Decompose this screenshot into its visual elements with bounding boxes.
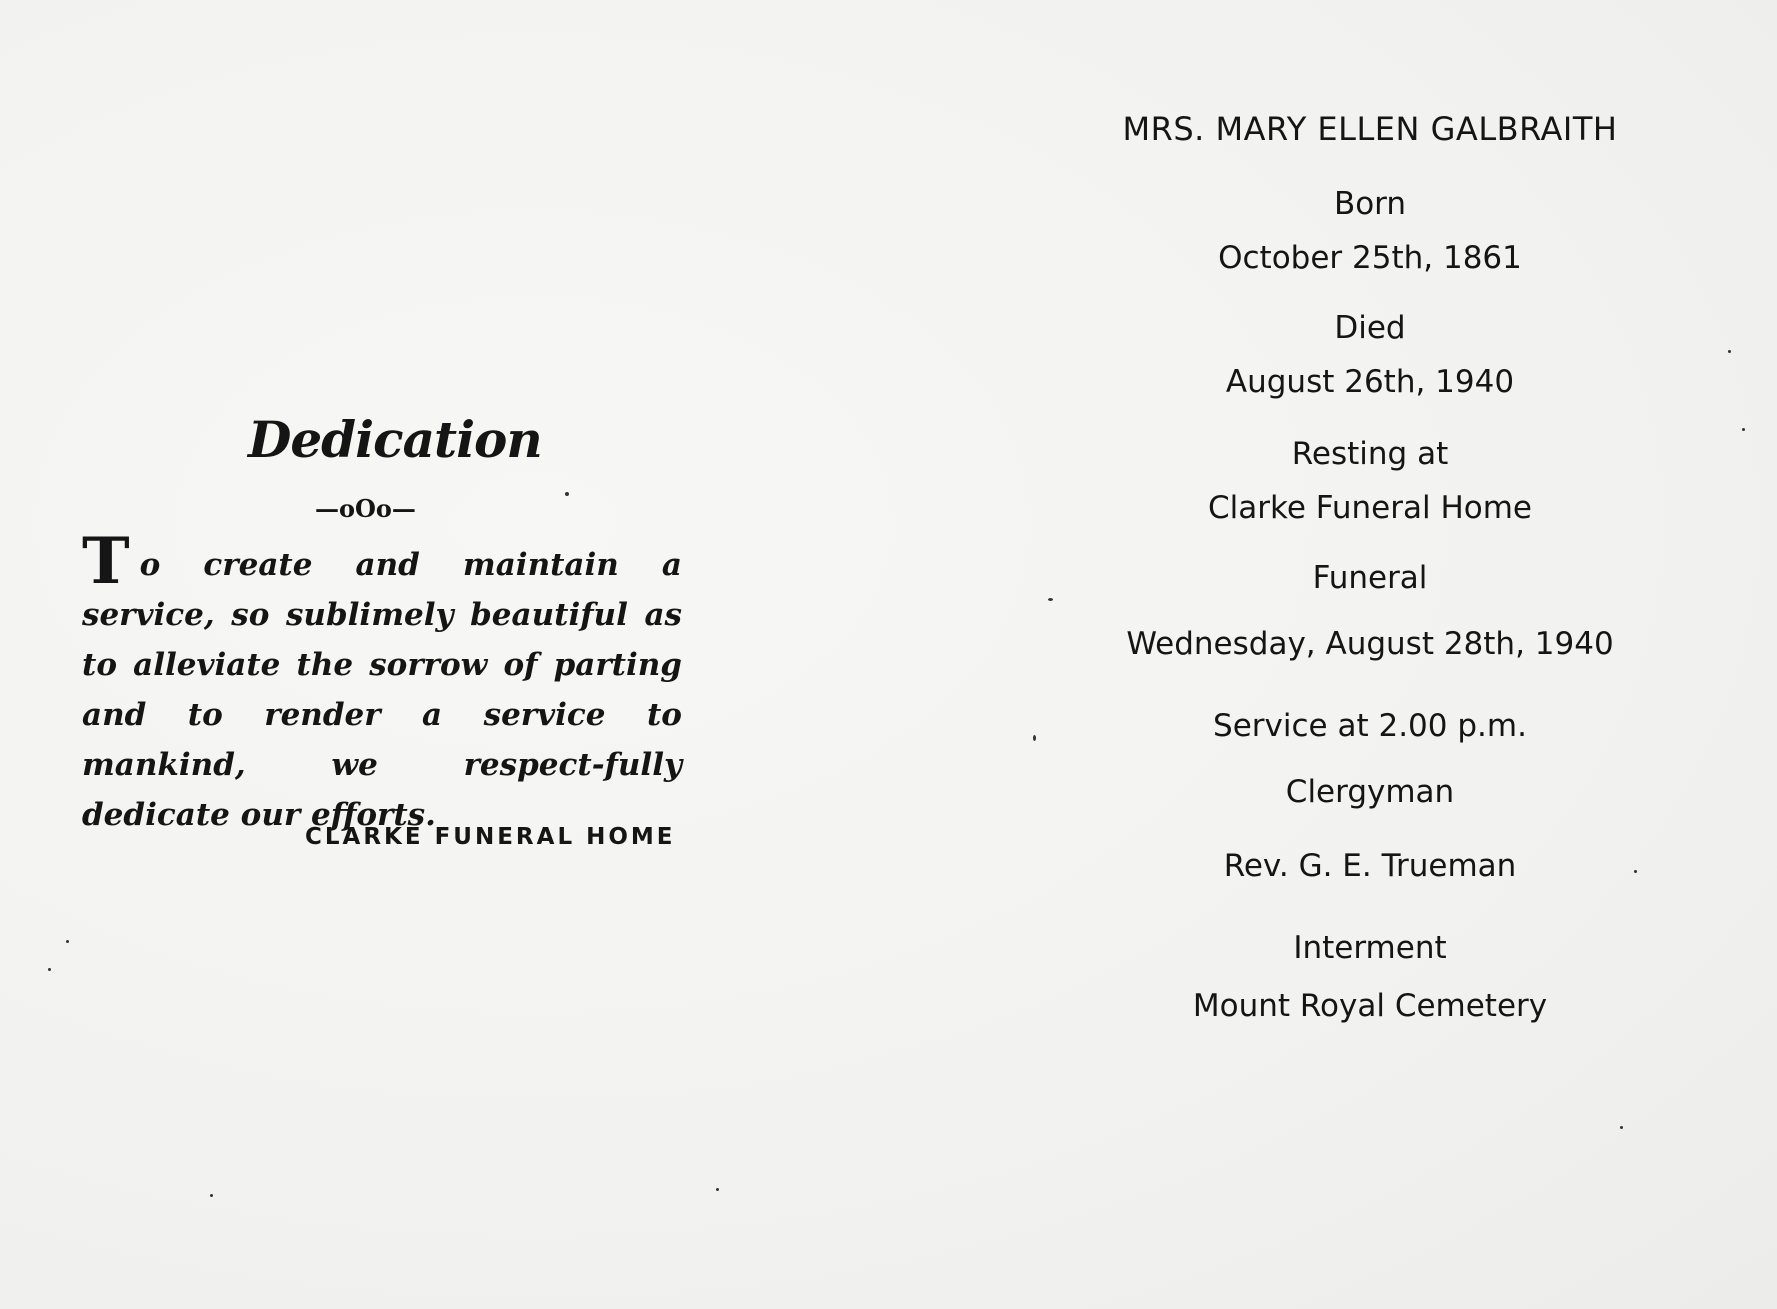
paper-speck: [210, 1194, 213, 1197]
dedication-body: o create and maintain a service, so sublimely beautiful as to alleviate the sorrow of parting and to render a service to mankind, we respect-fully dedicate our efforts.: [82, 547, 682, 833]
dedication-paragraph: [82, 524, 682, 840]
paper-speck: [66, 940, 69, 943]
born-date: October 25th, 1861: [1218, 240, 1522, 276]
died-label: Died: [1334, 310, 1406, 346]
interment-label: Interment: [1293, 930, 1447, 966]
clergyman-name: Rev. G. E. Trueman: [1223, 848, 1517, 884]
paper-speck: [565, 492, 569, 496]
resting-place: Clarke Funeral Home: [1207, 490, 1533, 526]
interment-place: Mount Royal Cemetery: [1192, 988, 1548, 1024]
paper-speck: [1728, 350, 1731, 353]
funeral-date: Wednesday, August 28th, 1940: [1126, 626, 1614, 662]
funeral-home-signature: CLARKE FUNERAL HOME: [305, 824, 676, 850]
clergyman-label: Clergyman: [1285, 774, 1455, 810]
paper-speck: [1742, 428, 1745, 431]
paper-speck: [1048, 598, 1053, 601]
drop-cap-letter: T: [82, 524, 130, 599]
deceased-name: MRS. MARY ELLEN GALBRAITH: [1122, 110, 1618, 148]
resting-label: Resting at: [1291, 436, 1449, 472]
funeral-label: Funeral: [1312, 560, 1428, 596]
born-label: Born: [1333, 186, 1407, 222]
paper-speck: [1634, 870, 1637, 873]
service-details-panel: [1030, 110, 1710, 1190]
dedication-title: Dedication: [248, 410, 542, 469]
ornament-divider: —oOo—: [315, 494, 416, 523]
paper-speck: [1620, 1126, 1623, 1129]
service-time: Service at 2.00 p.m.: [1213, 708, 1527, 744]
died-date: August 26th, 1940: [1225, 364, 1515, 400]
paper-speck: [48, 968, 51, 971]
paper-speck: [716, 1188, 719, 1191]
paper-speck: [1033, 735, 1036, 741]
